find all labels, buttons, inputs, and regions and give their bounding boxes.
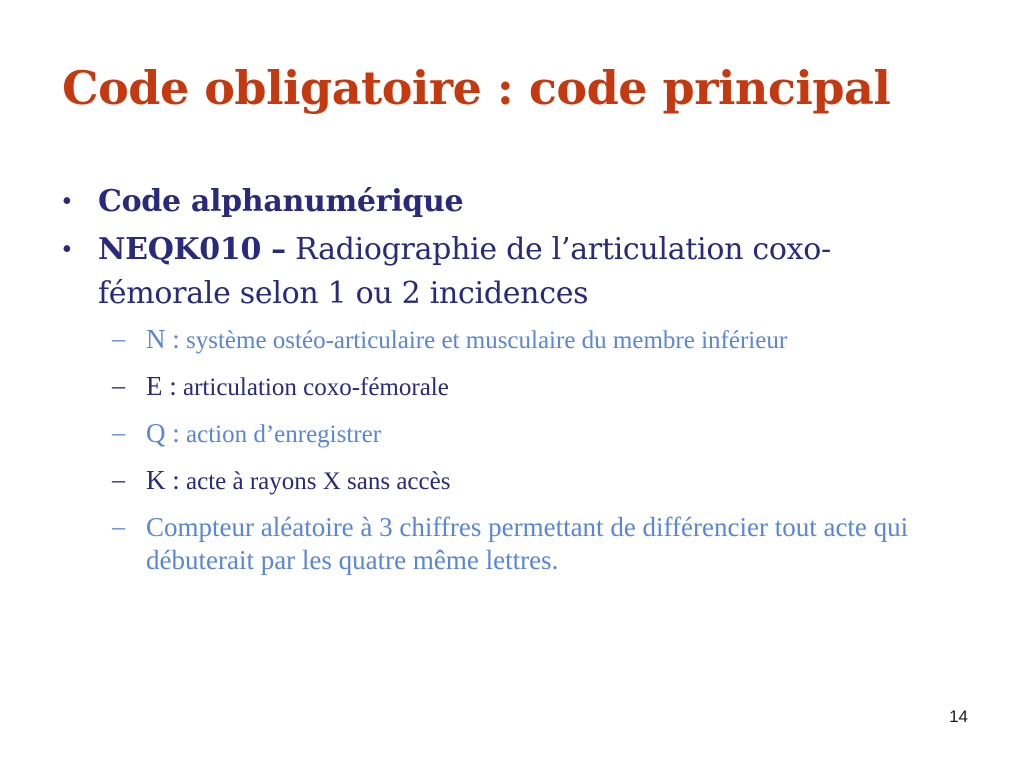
subitem-counter bbox=[62, 511, 962, 578]
bullet-item-code-example bbox=[62, 228, 962, 316]
dash-marker: – bbox=[112, 418, 125, 447]
bullet-dot: • bbox=[62, 186, 72, 217]
subitem-description: action d’enregistrer bbox=[179, 421, 382, 448]
bullet-text: Radiographie de l’articulation coxo-fémorale selon 1 ou 2 incidences bbox=[98, 232, 831, 311]
dash-marker: – bbox=[112, 512, 125, 541]
subitem-description: système ostéo-articulaire et musculaire du membre inférieur bbox=[179, 327, 788, 354]
subitem-description: articulation coxo-fémorale bbox=[176, 374, 449, 401]
subitem-q bbox=[62, 417, 962, 451]
page-number: 14 bbox=[949, 707, 968, 726]
slide-title: Code obligatoire : code principal bbox=[62, 61, 891, 115]
subitem-description: acte à rayons X sans accès bbox=[179, 468, 451, 495]
dash-marker: – bbox=[112, 465, 125, 494]
subitem-e bbox=[62, 370, 962, 404]
dash-marker: – bbox=[112, 371, 125, 400]
subitem-key: Q : bbox=[146, 418, 180, 448]
dash-marker: – bbox=[112, 324, 125, 353]
subitem-n bbox=[62, 323, 962, 357]
subitem-key: K : bbox=[146, 465, 180, 495]
subitem-k bbox=[62, 464, 962, 498]
bullet-item-code-type bbox=[62, 180, 962, 224]
subitem-key: E : bbox=[146, 371, 177, 401]
bullet-strong-text: NEQK010 – bbox=[98, 232, 286, 267]
bullet-list bbox=[62, 180, 962, 591]
bullet-dot: • bbox=[62, 234, 72, 265]
subitem-key: Compteur aléatoire à 3 chiffres permettant de différencier tout acte qui débuterait par les quatre même lettres. bbox=[146, 512, 909, 575]
bullet-strong-text: Code alphanumérique bbox=[98, 184, 464, 219]
subitem-key: N : bbox=[146, 324, 180, 354]
